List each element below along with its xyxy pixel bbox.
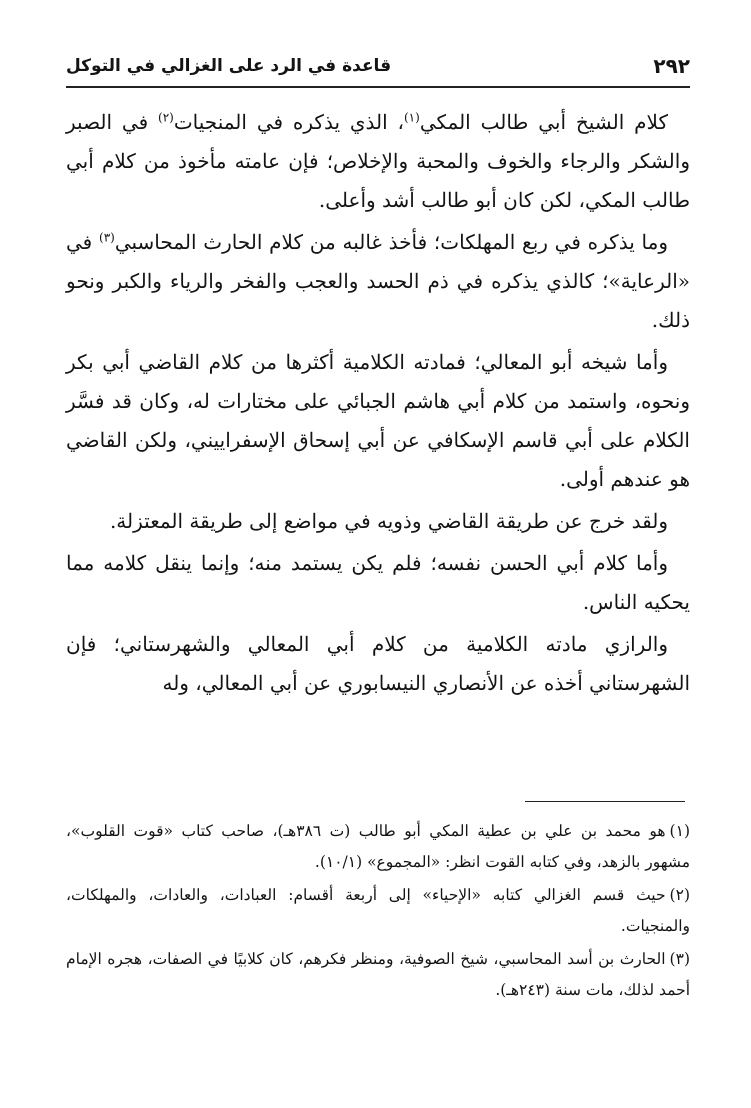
paragraph-3: وأما شيخه أبو المعالي؛ فمادته الكلامية أكثرها من كلام القاضي أبي بكر ونحوه، واستمد من كلام أبي هاشم الجبائي على مختارات له، وكان قد فسَّر الكلام على أبي قاسم الإسكافي عن أبي إسحاق الإسفراييني، ولكن القاضي هو عندهم أولى. <box>66 350 690 491</box>
footnotes <box>66 816 690 1008</box>
page-header <box>66 48 690 84</box>
paragraph-1 <box>66 103 690 220</box>
footnote-text: هو محمد بن علي بن عطية المكي أبو طالب (ت ٣٨٦هـ)، صاحب كتاب «قوت القلوب»، مشهور بالزهد، وفي كتابه القوت انظر: «المجموع» (١٠/١). <box>66 822 690 871</box>
paragraph-4: ولقد خرج عن طريقة القاضي وذويه في مواضع إلى طريقة المعتزلة. <box>109 509 668 533</box>
paragraph-1-part-c: في الصبر والشكر والرجاء والخوف والمحبة والإخلاص؛ فإن عامته مأخوذ من كلام أبي طالب المكي، لكن كان أبو طالب أشد وأعلى. <box>66 110 690 212</box>
footnote-3 <box>66 944 690 1006</box>
footnote-number: (٣) <box>669 950 690 968</box>
footnote-number: (٢) <box>669 886 690 904</box>
paragraph-2-part-b: في «الرعاية»؛ كالذي يذكره في ذم الحسد والعجب والفخر والرياء والكبر ونحو ذلك. <box>66 230 690 332</box>
footnote-marker-1: (١) <box>403 110 420 125</box>
paragraph-1-part-a: كلام الشيخ أبي طالب المكي <box>419 110 668 134</box>
footnote-number: (١) <box>669 822 690 840</box>
paragraph-5: وأما كلام أبي الحسن نفسه؛ فلم يكن يستمد منه؛ وإنما ينقل كلامه مما يحكيه الناس. <box>66 551 690 614</box>
footnote-1 <box>66 816 690 878</box>
page-number: ٢٩٢ <box>653 54 690 78</box>
footnote-text: حيث قسم الغزالي كتابه «الإحياء» إلى أربعة أقسام: العبادات، والعادات، والمهلكات، والمنجيات. <box>66 886 690 935</box>
main-text <box>66 103 690 706</box>
paragraph-6: والرازي مادته الكلامية من كلام أبي المعالي والشهرستاني؛ فإن الشهرستاني أخذه عن الأنصاري النيسابوري عن أبي المعالي، وله <box>66 632 690 695</box>
footnote-text: الحارث بن أسد المحاسبي، شيخ الصوفية، ومنظر فكرهم، كان كلابيًا في الصفات، هجره الإمام أحمد لذلك، مات سنة (٢٤٣هـ). <box>66 950 690 999</box>
paragraph-1-part-b: ، الذي يذكره في المنجيات <box>173 110 404 134</box>
footnote-2 <box>66 880 690 942</box>
footnote-marker-3: (٣) <box>99 230 115 245</box>
running-title: قاعدة في الرد على الغزالي في التوكل <box>66 56 392 76</box>
footnote-marker-2: (٢) <box>158 110 174 125</box>
paragraph-2-part-a: وما يذكره في ربع المهلكات؛ فأخذ غالبه من كلام الحارث المحاسبي <box>114 230 668 254</box>
header-rule <box>66 86 690 88</box>
paragraph-2 <box>66 223 690 340</box>
footnote-separator <box>525 801 685 802</box>
